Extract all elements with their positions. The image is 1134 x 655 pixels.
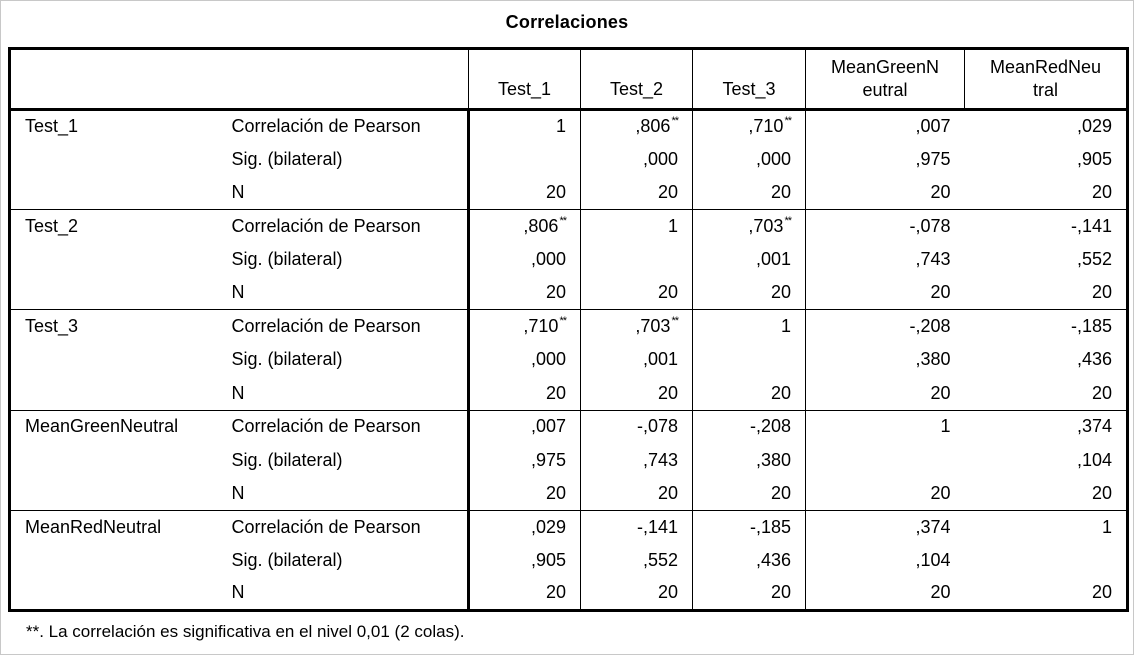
value-cell: -,185 <box>965 310 1128 343</box>
value-text: ,806 <box>523 216 559 237</box>
value-cell: ,905 <box>469 544 581 577</box>
header-row <box>10 49 1128 110</box>
footnote: **. La correlación es significativa en el nivel 0,01 (2 colas). <box>26 622 465 641</box>
table-row <box>10 276 1128 309</box>
col-header-mean-red-neutral: MeanRedNeu tral <box>965 49 1128 110</box>
table-row <box>10 210 1128 243</box>
corner-cell-stat <box>224 49 469 110</box>
value-cell: 20 <box>581 176 693 209</box>
value-cell: 1 <box>469 110 581 143</box>
value-cell: 20 <box>693 176 806 209</box>
row-variable-label: Test_2 <box>10 210 224 243</box>
value-cell: 20 <box>581 276 693 309</box>
value-cell: -,208 <box>806 310 965 343</box>
table-row <box>10 477 1128 510</box>
table-row <box>10 176 1128 209</box>
row-variable-label: Test_3 <box>10 310 224 343</box>
value-cell: 20 <box>806 276 965 309</box>
statistic-label: N <box>224 176 469 209</box>
value-cell: ,029 <box>965 110 1128 143</box>
value-cell: 20 <box>806 377 965 410</box>
value-cell: 20 <box>469 477 581 510</box>
value-cell: ,104 <box>965 443 1128 476</box>
statistic-label: Sig. (bilateral) <box>224 243 469 276</box>
table-title: Correlaciones <box>505 12 629 32</box>
row-variable-label <box>10 477 224 510</box>
value-cell <box>806 443 965 476</box>
row-variable-label <box>10 176 224 209</box>
significance-marker: ** <box>671 115 678 128</box>
value-cell <box>965 544 1128 577</box>
significance-marker: ** <box>784 115 791 128</box>
value-cell <box>581 243 693 276</box>
row-variable-label: MeanGreenNeutral <box>10 410 224 443</box>
value-cell: ,104 <box>806 544 965 577</box>
value-cell: ,380 <box>693 443 806 476</box>
statistic-label: N <box>224 276 469 309</box>
table-row <box>10 243 1128 276</box>
value-cell <box>469 143 581 176</box>
value-cell: ,552 <box>581 544 693 577</box>
table-row <box>10 110 1128 143</box>
row-variable-label <box>10 143 224 176</box>
value-cell: 20 <box>469 577 581 610</box>
value-cell <box>693 343 806 376</box>
statistic-label: Correlación de Pearson <box>224 510 469 543</box>
value-cell: 20 <box>806 477 965 510</box>
value-cell: 20 <box>469 377 581 410</box>
value-cell: ,374 <box>806 510 965 543</box>
table-row <box>10 310 1128 343</box>
table-row <box>10 544 1128 577</box>
value-cell: 20 <box>965 276 1128 309</box>
significance-marker: ** <box>559 215 566 228</box>
value-cell <box>693 110 806 143</box>
value-cell: 20 <box>693 276 806 309</box>
value-cell: 20 <box>693 577 806 610</box>
value-cell <box>581 110 693 143</box>
statistic-label: Sig. (bilateral) <box>224 143 469 176</box>
value-cell: ,743 <box>806 243 965 276</box>
value-cell: ,975 <box>806 143 965 176</box>
statistic-label: N <box>224 477 469 510</box>
value-cell: 1 <box>581 210 693 243</box>
value-text: ,703 <box>635 316 671 337</box>
value-cell: 20 <box>693 377 806 410</box>
statistic-label: Correlación de Pearson <box>224 110 469 143</box>
col-header-test-1: Test_1 <box>469 49 581 110</box>
value-cell: 1 <box>806 410 965 443</box>
value-cell: ,380 <box>806 343 965 376</box>
value-cell <box>469 210 581 243</box>
significance-marker: ** <box>671 315 678 328</box>
value-text: ,710 <box>523 316 559 337</box>
value-cell: 1 <box>693 310 806 343</box>
statistic-label: Sig. (bilateral) <box>224 443 469 476</box>
value-text: ,806 <box>635 116 671 137</box>
value-cell: 20 <box>965 176 1128 209</box>
value-cell: 20 <box>469 276 581 309</box>
value-cell: ,905 <box>965 143 1128 176</box>
value-cell: ,975 <box>469 443 581 476</box>
significance-marker: ** <box>559 315 566 328</box>
statistic-label: Sig. (bilateral) <box>224 343 469 376</box>
table-row <box>10 410 1128 443</box>
row-variable-label <box>10 243 224 276</box>
value-cell: ,000 <box>469 343 581 376</box>
value-cell: ,436 <box>693 544 806 577</box>
value-cell: ,000 <box>469 243 581 276</box>
value-cell: 20 <box>965 477 1128 510</box>
significance-marker: ** <box>784 215 791 228</box>
value-cell: 20 <box>965 577 1128 610</box>
statistic-label: N <box>224 577 469 610</box>
correlations-table <box>8 47 1129 612</box>
value-cell: -,141 <box>581 510 693 543</box>
value-cell: 20 <box>965 377 1128 410</box>
value-cell: 20 <box>693 477 806 510</box>
statistic-label: Correlación de Pearson <box>224 410 469 443</box>
value-cell: 20 <box>806 577 965 610</box>
value-cell: ,000 <box>581 143 693 176</box>
value-cell: ,743 <box>581 443 693 476</box>
value-cell: ,001 <box>693 243 806 276</box>
value-cell: -,208 <box>693 410 806 443</box>
table-row <box>10 510 1128 543</box>
value-cell: 20 <box>581 577 693 610</box>
value-cell: -,141 <box>965 210 1128 243</box>
value-cell: 20 <box>581 377 693 410</box>
col-header-test-3: Test_3 <box>693 49 806 110</box>
value-cell: ,007 <box>806 110 965 143</box>
table-row <box>10 443 1128 476</box>
value-text: ,710 <box>748 116 784 137</box>
table-row <box>10 377 1128 410</box>
row-variable-label <box>10 544 224 577</box>
row-variable-label <box>10 577 224 610</box>
table-row <box>10 577 1128 610</box>
value-cell: 20 <box>806 176 965 209</box>
value-cell: ,374 <box>965 410 1128 443</box>
col-header-test-2: Test_2 <box>581 49 693 110</box>
value-cell <box>693 210 806 243</box>
value-cell: ,029 <box>469 510 581 543</box>
value-cell: 1 <box>965 510 1128 543</box>
row-variable-label: MeanRedNeutral <box>10 510 224 543</box>
value-text: ,703 <box>748 216 784 237</box>
value-cell: ,552 <box>965 243 1128 276</box>
value-cell: ,007 <box>469 410 581 443</box>
value-cell: -,185 <box>693 510 806 543</box>
row-variable-label <box>10 443 224 476</box>
value-cell: 20 <box>581 477 693 510</box>
col-header-mean-green-neutral: MeanGreenN eutral <box>806 49 965 110</box>
value-cell: -,078 <box>806 210 965 243</box>
value-cell: 20 <box>469 176 581 209</box>
row-variable-label: Test_1 <box>10 110 224 143</box>
value-cell <box>469 310 581 343</box>
value-cell <box>581 310 693 343</box>
table-row <box>10 143 1128 176</box>
statistic-label: Correlación de Pearson <box>224 210 469 243</box>
value-cell: ,001 <box>581 343 693 376</box>
statistic-label: N <box>224 377 469 410</box>
table-row <box>10 343 1128 376</box>
value-cell: -,078 <box>581 410 693 443</box>
value-cell: ,000 <box>693 143 806 176</box>
row-variable-label <box>10 377 224 410</box>
row-variable-label <box>10 276 224 309</box>
statistic-label: Correlación de Pearson <box>224 310 469 343</box>
row-variable-label <box>10 343 224 376</box>
statistic-label: Sig. (bilateral) <box>224 544 469 577</box>
value-cell: ,436 <box>965 343 1128 376</box>
corner-cell <box>10 49 224 110</box>
